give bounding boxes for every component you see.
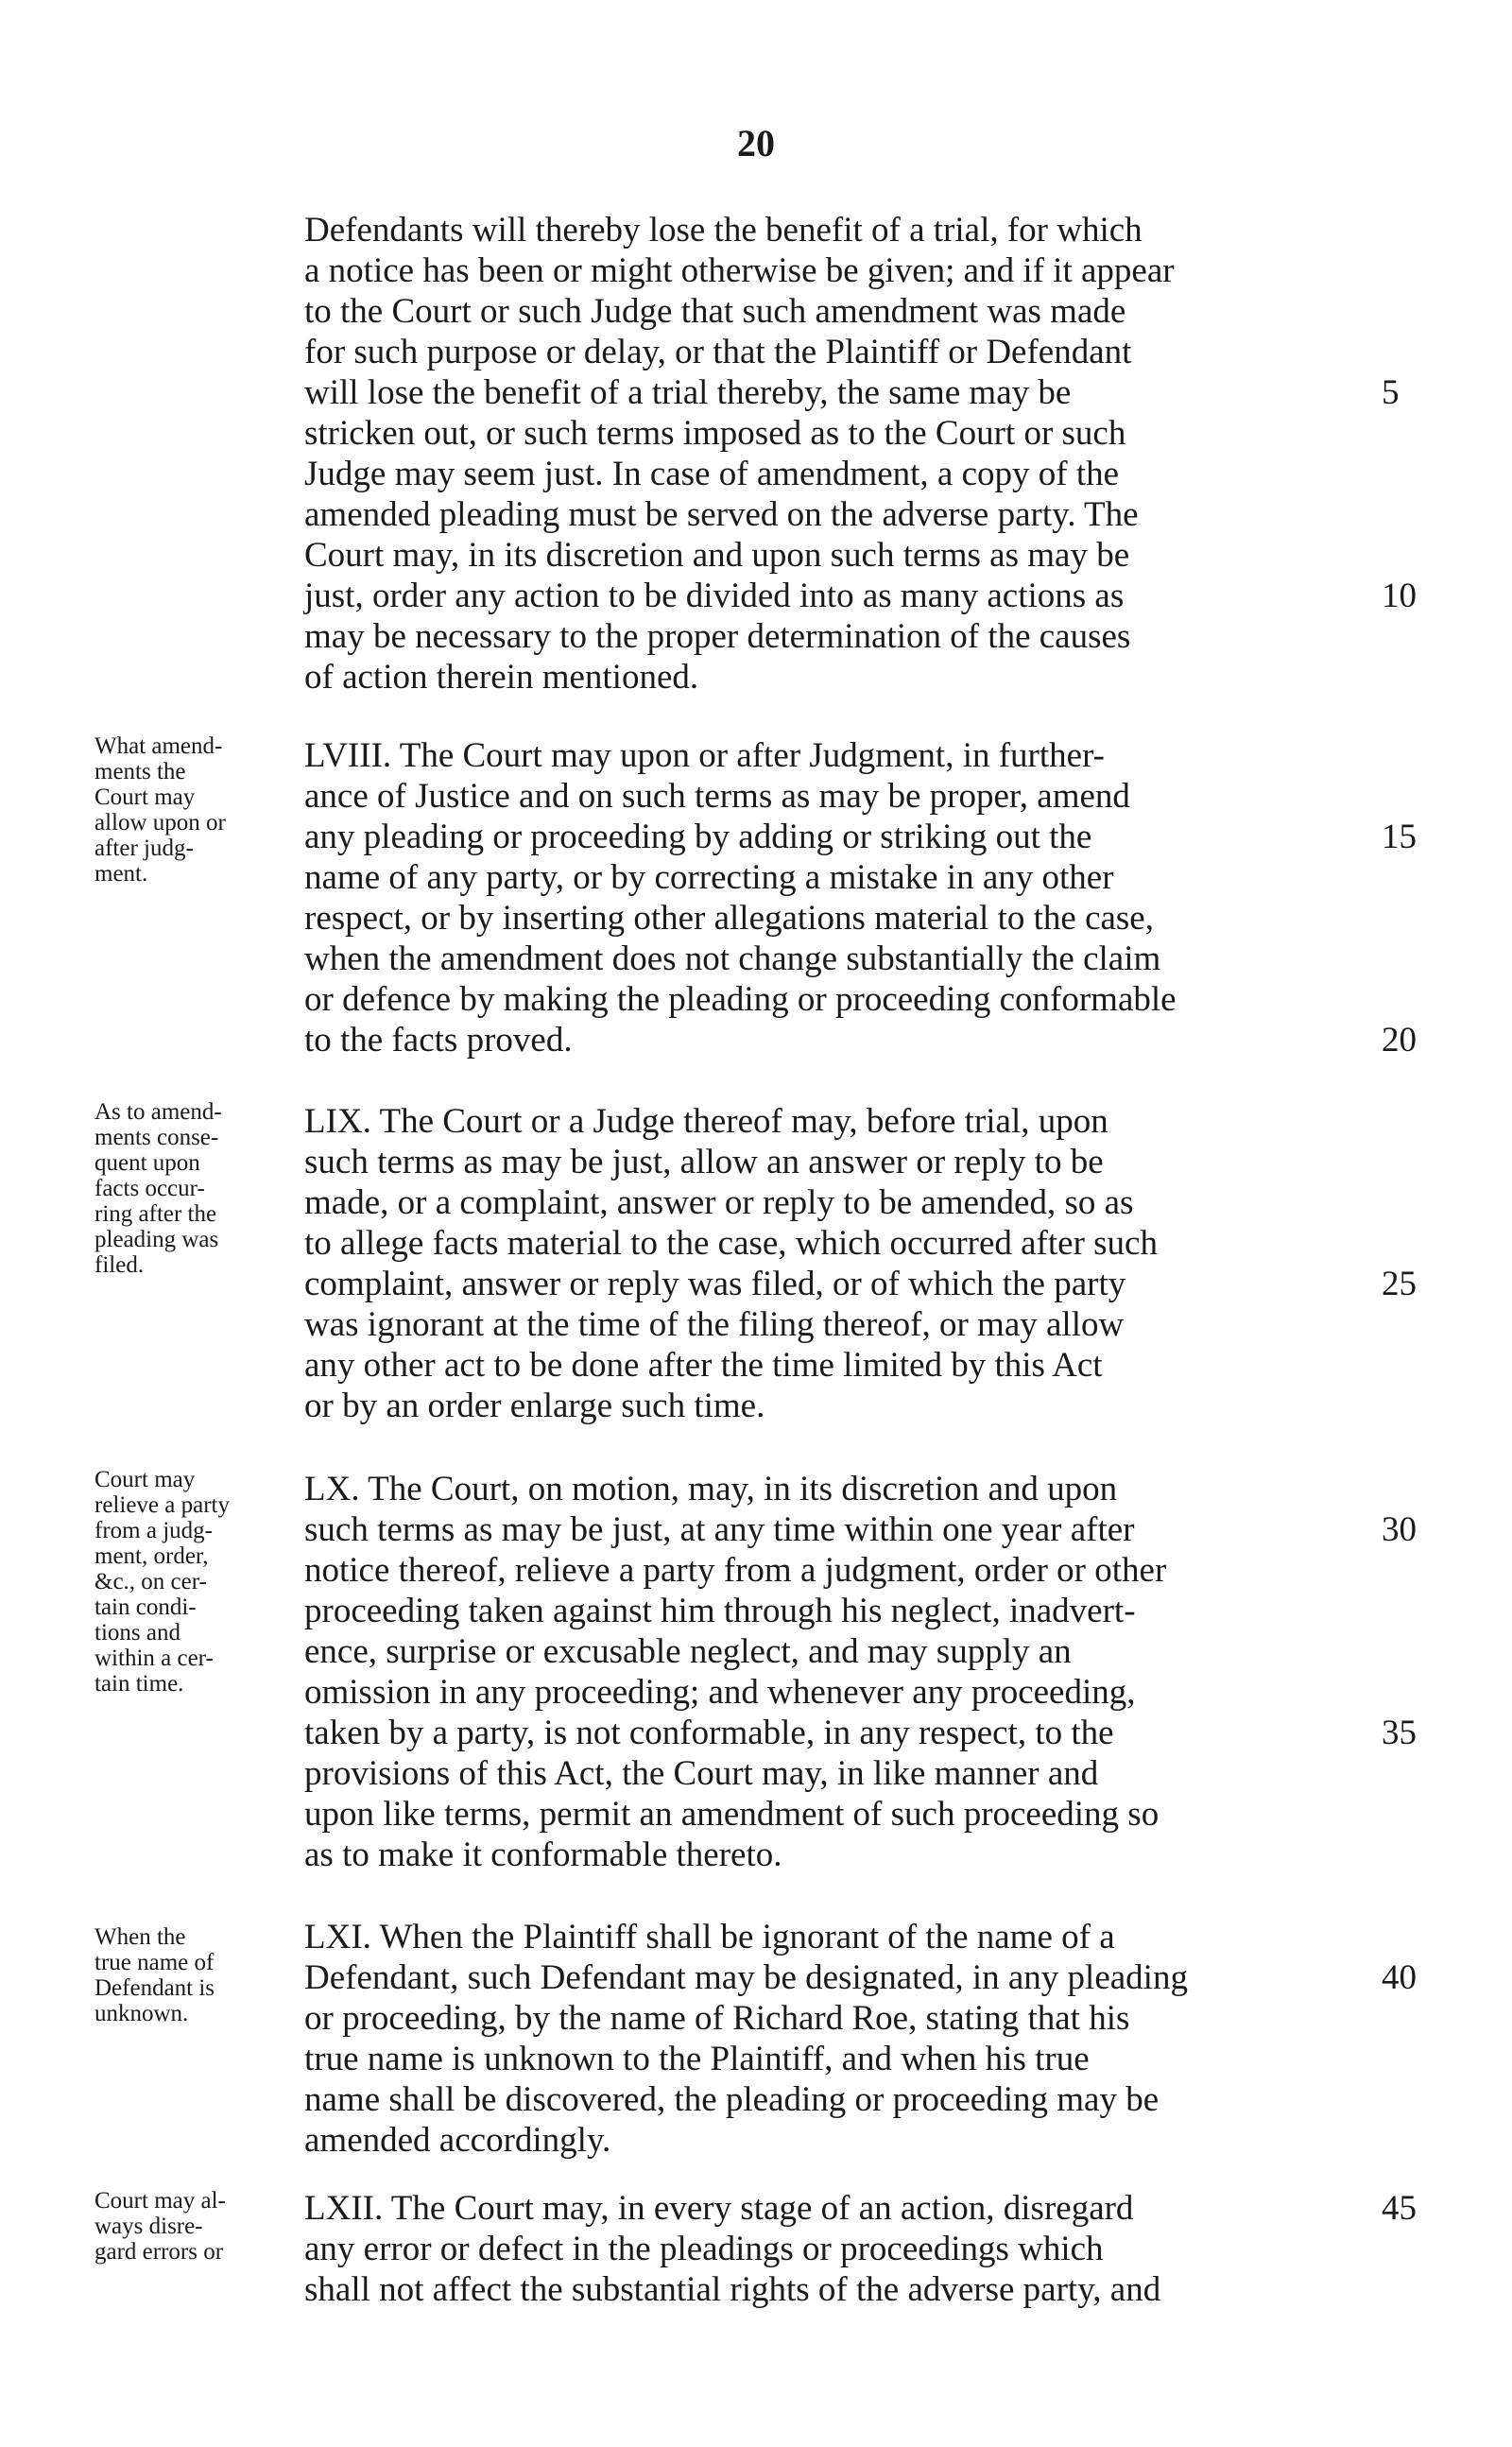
text-line: upon like terms, permit an amendment of such proceeding so <box>304 1795 1160 1834</box>
line-number: 40 <box>1382 1958 1417 1997</box>
text-line: or proceeding, by the name of Richard Roe, stating that his <box>304 1999 1130 2038</box>
margin-note-line: filed. <box>94 1252 145 1278</box>
text-line: omission in any proceeding; and whenever any proceeding, <box>304 1673 1136 1712</box>
text-line: to the Court or such Judge that such amendment was made <box>304 292 1126 331</box>
text-line: Defendant, such Defendant may be designated, in any pleading <box>304 1958 1188 1997</box>
margin-note-line: ment, order, <box>94 1543 209 1569</box>
text-line: will lose the benefit of a trial thereby, the same may be <box>304 373 1072 412</box>
text-line: or by an order enlarge such time. <box>304 1387 765 1425</box>
margin-note-line: What amend- <box>94 733 223 759</box>
margin-note-line: Court may <box>94 784 196 810</box>
line-number: 10 <box>1382 577 1417 615</box>
text-line: was ignorant at the time of the filing thereof, or may allow <box>304 1305 1125 1344</box>
text-line: to the facts proved. <box>304 1021 573 1060</box>
margin-note-line: within a cer- <box>94 1646 214 1671</box>
page-number: 20 <box>737 122 775 164</box>
margin-note-line: allow upon or <box>94 810 226 836</box>
text-line: LXII. The Court may, in every stage of an action, disregard <box>304 2189 1134 2228</box>
margin-note-line: true name of <box>94 1950 215 1975</box>
margin-note-line: ways disre- <box>94 2214 203 2239</box>
text-line: complaint, answer or reply was filed, or of which the party <box>304 1265 1126 1303</box>
margin-note-line: Defendant is <box>94 1975 215 2001</box>
margin-note <box>94 733 321 887</box>
margin-note-line: ment. <box>94 861 148 887</box>
margin-note <box>94 2188 321 2265</box>
margin-note-line: relieve a party <box>94 1492 230 1518</box>
text-line: or defence by making the pleading or proceeding conformable <box>304 980 1177 1019</box>
text-line: LVIII. The Court may upon or after Judgment, in further- <box>304 736 1105 775</box>
margin-note <box>94 1099 321 1278</box>
text-line: Judge may seem just. In case of amendment, a copy of the <box>304 455 1120 493</box>
margin-note-line: after judg- <box>94 836 194 861</box>
text-line: amended accordingly. <box>304 2121 611 2160</box>
text-line: when the amendment does not change substantially the claim <box>304 939 1161 978</box>
text-line: may be necessary to the proper determination of the causes <box>304 617 1131 656</box>
margin-note-line: quent upon <box>94 1150 200 1176</box>
text-line: for such purpose or delay, or that the Plaintiff or Defendant <box>304 333 1132 371</box>
text-line: ance of Justice and on such terms as may be proper, amend <box>304 777 1130 816</box>
text-line: respect, or by inserting other allegations material to the case, <box>304 899 1154 938</box>
margin-note-line: When the <box>94 1924 186 1950</box>
margin-note-line: from a judg- <box>94 1518 213 1543</box>
text-line: stricken out, or such terms imposed as to the Court or such <box>304 414 1126 453</box>
text-line: any other act to be done after the time limited by this Act <box>304 1346 1103 1385</box>
text-line: shall not affect the substantial rights of the adverse party, and <box>304 2270 1161 2309</box>
line-number: 45 <box>1382 2189 1417 2228</box>
margin-note-line: ments conse- <box>94 1125 219 1150</box>
text-line: any error or defect in the pleadings or proceedings which <box>304 2230 1104 2268</box>
margin-note-line: gard errors or <box>94 2239 224 2265</box>
line-number: 15 <box>1382 818 1417 856</box>
margin-note-line: &c., on cer- <box>94 1569 207 1594</box>
line-number: 35 <box>1382 1714 1417 1752</box>
text-line: as to make it conformable thereto. <box>304 1835 782 1874</box>
line-number: 30 <box>1382 1510 1417 1549</box>
margin-note-line: As to amend- <box>94 1099 222 1125</box>
text-line: Defendants will thereby lose the benefit of a trial, for which <box>304 211 1143 250</box>
text-line: true name is unknown to the Plaintiff, and when his true <box>304 2040 1090 2078</box>
margin-note-line: tions and <box>94 1620 180 1646</box>
margin-note-line: ring after the <box>94 1201 217 1227</box>
text-line: made, or a complaint, answer or reply to be amended, so as <box>304 1183 1134 1222</box>
text-line: amended pleading must be served on the adverse party. The <box>304 495 1139 534</box>
text-line: any pleading or proceeding by adding or striking out the <box>304 818 1092 856</box>
text-line: ence, surprise or excusable neglect, and may supply an <box>304 1632 1072 1671</box>
line-number: 20 <box>1382 1021 1417 1060</box>
line-number: 5 <box>1382 373 1400 412</box>
text-line: Court may, in its discretion and upon such terms as may be <box>304 536 1130 575</box>
text-line: LIX. The Court or a Judge thereof may, before trial, upon <box>304 1102 1108 1141</box>
margin-note-line: ments the <box>94 759 186 784</box>
margin-note-line: Court may al- <box>94 2188 226 2214</box>
margin-note-line: Court may <box>94 1467 196 1492</box>
margin-note <box>94 1467 321 1697</box>
text-line: LXI. When the Plaintiff shall be ignorant of the name of a <box>304 1918 1115 1956</box>
text-line: of action therein mentioned. <box>304 658 699 697</box>
margin-note <box>94 1924 321 2026</box>
text-line: provisions of this Act, the Court may, in like manner and <box>304 1754 1099 1793</box>
text-line: name of any party, or by correcting a mistake in any other <box>304 858 1114 897</box>
margin-note-line: tain time. <box>94 1671 184 1697</box>
text-line: proceeding taken against him through his neglect, inadvert- <box>304 1592 1136 1630</box>
text-line: LX. The Court, on motion, may, in its discretion and upon <box>304 1470 1118 1508</box>
text-line: a notice has been or might otherwise be given; and if it appear <box>304 251 1175 290</box>
text-line: notice thereof, relieve a party from a judgment, order or other <box>304 1551 1167 1590</box>
text-line: just, order any action to be divided into as many actions as <box>304 577 1125 615</box>
margin-note-line: pleading was <box>94 1227 219 1252</box>
text-line: such terms as may be just, at any time within one year after <box>304 1510 1135 1549</box>
margin-note-line: unknown. <box>94 2001 189 2026</box>
margin-note-line: facts occur- <box>94 1176 205 1201</box>
line-number: 25 <box>1382 1265 1417 1303</box>
text-line: taken by a party, is not conformable, in any respect, to the <box>304 1714 1114 1752</box>
text-line: name shall be discovered, the pleading or proceeding may be <box>304 2080 1160 2119</box>
margin-note-line: tain condi- <box>94 1594 197 1620</box>
text-line: to allege facts material to the case, which occurred after such <box>304 1224 1158 1263</box>
text-line: such terms as may be just, allow an answer or reply to be <box>304 1143 1104 1181</box>
